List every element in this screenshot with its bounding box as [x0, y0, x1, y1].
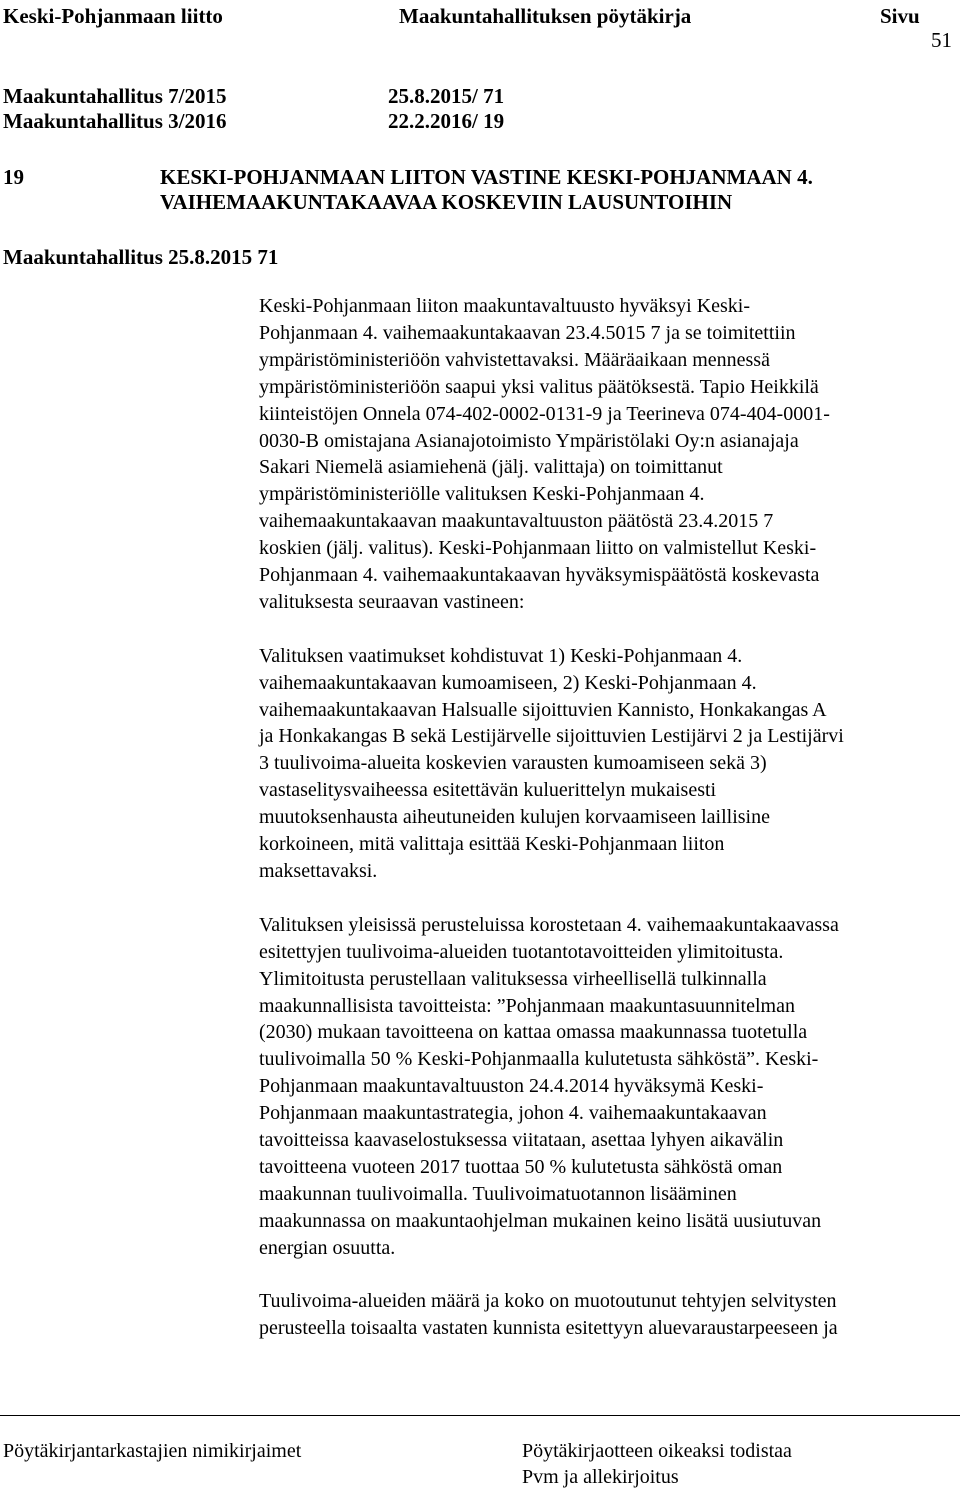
- meeting-reference: Maakuntahallitus 25.8.2015 71: [3, 245, 279, 269]
- paragraph-line: ympäristöministeriölle valituksen Keski-Pohjanmaan 4.: [259, 483, 705, 506]
- paragraph-line: vaihemaakuntakaavan Halsualle sijoittuvien Kannisto, Honkakangas A: [259, 698, 827, 721]
- paragraph-line: Keski-Pohjanmaan liiton maakuntavaltuusto hyväksyi Keski-: [259, 295, 751, 317]
- paragraph-line: tuulivoimalla 50 % Keski-Pohjanmaalla kulutetusta sähköstä”. Keski-: [259, 1048, 819, 1071]
- item-title-line-2: VAIHEMAAKUNTAKAAVAA KOSKEVIIN LAUSUNTOIHIN: [160, 190, 733, 214]
- paragraph-line: Tuulivoima-alueiden määrä ja koko on muotoutunut tehtyjen selvitysten: [259, 1290, 837, 1313]
- paragraph-3: [259, 912, 954, 1262]
- paragraph-line: Pohjanmaan 4. vaihemaakuntakaavan hyväksymispäätöstä koskevasta: [259, 564, 820, 587]
- paragraph-line: korkoineen, mitä valittaja esittää Keski-Pohjanmaan liiton: [259, 833, 725, 856]
- paragraph-line: maakunnallisista tavoitteista: ”Pohjanmaan maakuntasuunnitelman: [259, 994, 795, 1017]
- paragraph-line: muutoksenhausta aiheutuneiden kulujen korvaamiseen laillisine: [259, 806, 770, 829]
- paragraph-line: Pohjanmaan 4. vaihemaakuntakaavan 23.4.5015 7 ja se toimitettiin: [259, 321, 796, 344]
- paragraph-line: vaihemaakuntakaavan maakuntavaltuuston päätöstä 23.4.2015 7: [259, 510, 774, 533]
- item-title-line-1: KESKI-POHJANMAAN LIITON VASTINE KESKI-POHJANMAAN 4.: [160, 165, 813, 189]
- paragraph-4: [259, 1288, 954, 1342]
- item-number: 19: [3, 165, 24, 189]
- paragraph-2: [259, 643, 954, 885]
- reference-body-1: Maakuntahallitus 7/2015: [3, 84, 227, 108]
- paragraph-line: 3 tuulivoima-alueita koskevien varausten kumoamiseen sekä 3): [259, 752, 767, 775]
- paragraph-line: Valituksen vaatimukset kohdistuvat 1) Keski-Pohjanmaan 4.: [259, 644, 743, 667]
- paragraph-line: (2030) mukaan tavoitteena on kattaa omassa maakunnassa tuotetulla: [259, 1021, 808, 1044]
- reference-ref-1: 25.8.2015/ 71: [388, 84, 505, 108]
- header-org: Keski-Pohjanmaan liitto: [3, 4, 223, 28]
- paragraph-line: maakunnan tuulivoimalla. Tuulivoimatuotannon lisääminen: [259, 1182, 737, 1205]
- paragraph-line: Pohjanmaan maakuntastrategia, johon 4. vaihemaakuntakaavan: [259, 1102, 767, 1125]
- reference-ref-2: 22.2.2016/ 19: [388, 109, 505, 133]
- paragraph-line: tavoitteena vuoteen 2017 tuottaa 50 % kulutetusta sähköstä oman: [259, 1155, 783, 1178]
- paragraph-line: maksettavaksi.: [259, 860, 378, 883]
- paragraph-line: energian osuutta.: [259, 1236, 396, 1259]
- paragraph-line: maakunnassa on maakuntaohjelman mukainen keino lisätä uusiutuvan: [259, 1209, 822, 1232]
- paragraph-line: koskien (jälj. valitus). Keski-Pohjanmaan liitto on valmistellut Keski-: [259, 537, 817, 560]
- footer-initials-label: Pöytäkirjantarkastajien nimikirjaimet: [3, 1440, 302, 1462]
- paragraph-line: Ylimitoitusta perustellaan valituksessa virheellisellä tulkinnalla: [259, 967, 767, 990]
- reference-body-2: Maakuntahallitus 3/2016: [3, 109, 227, 133]
- header-page-label: Sivu: [880, 4, 920, 28]
- paragraph-line: Valituksen yleisissä perusteluissa korostetaan 4. vaihemaakuntakaavassa: [259, 913, 839, 936]
- paragraph-line: ja Honkakangas B sekä Lestijärvelle sijoittuvien Lestijärvi 2 ja Lestijärvi: [259, 725, 844, 748]
- paragraph-line: perusteella toisaalta vastaten kunnista esitettyyn aluevaraustarpeeseen ja: [259, 1317, 838, 1340]
- paragraph-line: vaihemaakuntakaavan kumoamiseen, 2) Keski-Pohjanmaan 4.: [259, 671, 757, 694]
- paragraph-line: esitettyjen tuulivoima-alueiden tuotantotavoitteiden ylimitoitusta.: [259, 940, 784, 963]
- footer-date-signature-label: Pvm ja allekirjoitus: [522, 1466, 679, 1488]
- paragraph-line: ympäristöministeriöön saapui yksi valitus päätöksestä. Tapio Heikkilä: [259, 375, 819, 398]
- header-doc-type: Maakuntahallituksen pöytäkirja: [399, 4, 692, 28]
- paragraph-1: [259, 293, 954, 616]
- document-body: [259, 293, 954, 1342]
- paragraph-line: ympäristöministeriöön vahvistettavaksi. Määräaikaan mennessä: [259, 348, 770, 371]
- paragraph-line: 0030-B omistajana Asianajotoimisto Ympäristölaki Oy:n asianajaja: [259, 429, 799, 452]
- paragraph-line: Sakari Niemelä asiamiehenä (jälj. valittaja) on toimittanut: [259, 456, 723, 479]
- paragraph-line: valituksesta seuraavan vastineen:: [259, 590, 525, 613]
- header-page-number: 51: [931, 28, 952, 52]
- paragraph-line: vastaselitysvaiheessa esitettävän kuluerittelyn mukaisesti: [259, 779, 717, 802]
- footer-divider: [0, 1415, 960, 1416]
- paragraph-line: Pohjanmaan maakuntavaltuuston 24.4.2014 hyväksymä Keski-: [259, 1075, 764, 1098]
- footer-certification-label: Pöytäkirjaotteen oikeaksi todistaa: [522, 1440, 792, 1462]
- paragraph-line: tavoitteissa kaavaselostuksessa viitataan, asettaa lyhyen aikavälin: [259, 1129, 784, 1152]
- paragraph-line: kiinteistöjen Onnela 074-402-0002-0131-9 ja Teerineva 074-404-0001-: [259, 402, 830, 425]
